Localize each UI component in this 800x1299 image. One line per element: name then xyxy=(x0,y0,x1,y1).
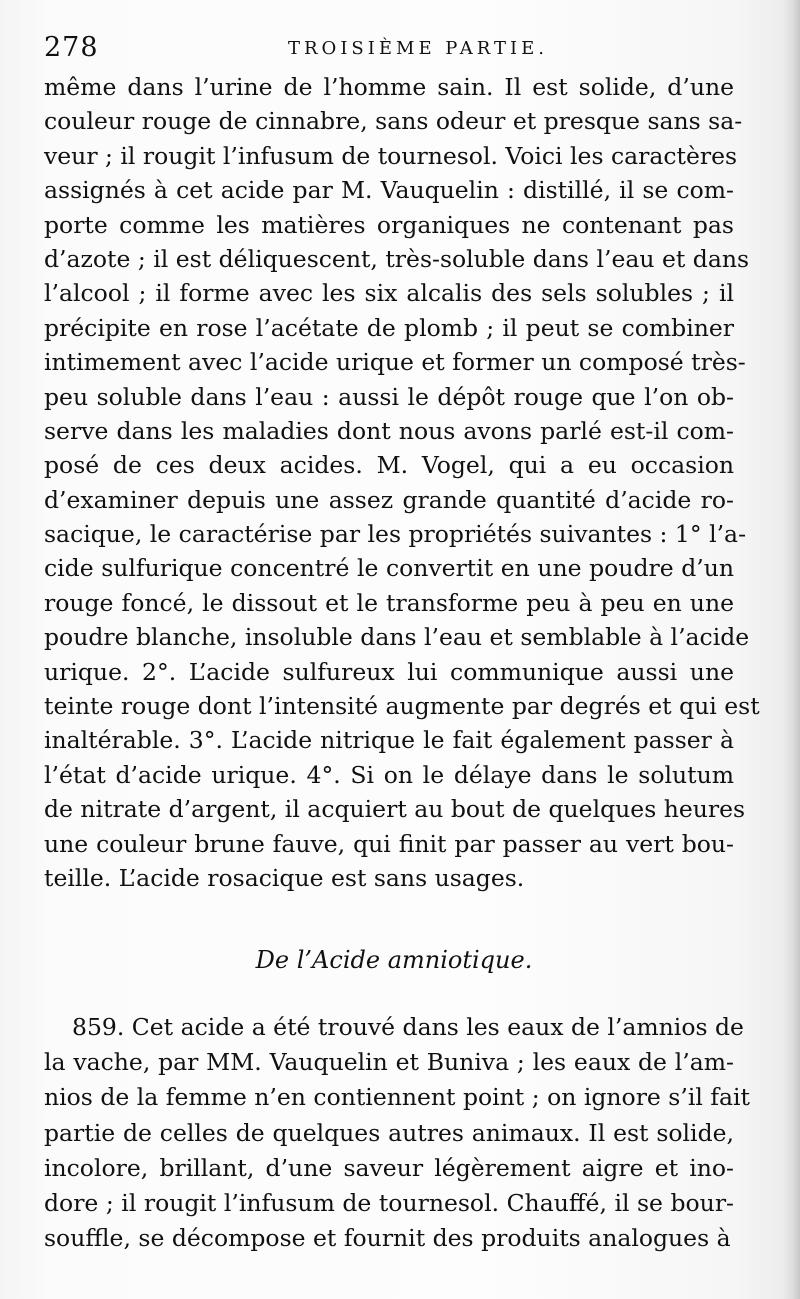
text-line: 859. Cet acide a été trouvé dans les eaux de l’amnios de xyxy=(72,1013,744,1041)
text-line: sacique, le caractérise par les propriétés suivantes : 1° l’a- xyxy=(44,520,747,549)
text-line: même dans l’urine de l’homme sain. Il est solide, d’une xyxy=(44,73,734,101)
text-line: une couleur brune fauve, qui finit par passer au vert bou- xyxy=(44,829,734,858)
text-line: assignés à cet acide par M. Vauquelin : distillé, il se com- xyxy=(44,176,734,205)
text-line: partie de celles de quelques autres animaux. Il est solide, xyxy=(44,1118,734,1147)
page-spine-shadow xyxy=(782,0,800,1299)
text-line: rouge foncé, le dissout et le transforme peu à peu en une xyxy=(44,588,734,617)
text-line: posé de ces deux acides. M. Vogel, qui a eu occasion xyxy=(44,451,734,480)
text-line: intimement avec l’acide urique et former un composé très- xyxy=(44,348,746,377)
section-acide-amniotique-text xyxy=(44,1010,750,1256)
text-line: souffle, se décompose et fournit des produits analogues à xyxy=(44,1224,731,1253)
text-line: nios de la femme n’en contiennent point ; on ignore s’il fait xyxy=(44,1083,750,1112)
page-number: 278 xyxy=(44,32,99,63)
text-line: dore ; il rougit l’infusum de tournesol. Chauffé, il se bour- xyxy=(44,1188,734,1217)
text-line: couleur rouge de cinnabre, sans odeur et presque sans sa- xyxy=(44,107,743,136)
text-line: d’azote ; il est déliquescent, très-soluble dans l’eau et dans xyxy=(44,244,750,273)
page-header xyxy=(44,30,734,64)
text-line: incolore, brillant, d’une saveur légèrement aigre et ino- xyxy=(44,1153,734,1182)
text-line: teille. L’acide rosacique est sans usages. xyxy=(44,863,525,892)
text-line: serve dans les maladies dont nous avons parlé est-il com- xyxy=(44,416,734,445)
text-line: poudre blanche, insoluble dans l’eau et semblable à l’acide xyxy=(44,623,750,652)
text-line: précipite en rose l’acétate de plomb ; il peut se combiner xyxy=(44,313,734,342)
text-line: l’alcool ; il forme avec les six alcalis des sels solubles ; il xyxy=(44,279,734,308)
section-heading-text: De l’Acide amniotique. xyxy=(255,946,533,974)
text-line: veur ; il rougit l’infusum de tournesol. Voici les caractères xyxy=(44,141,738,170)
text-line: urique. 2°. L’acide sulfureux lui communique aussi une xyxy=(44,657,734,686)
text-line: porte comme les matières organiques ne contenant pas xyxy=(44,210,734,239)
section-heading xyxy=(44,940,734,980)
text-line: d’examiner depuis une assez grande quantité d’acide ro- xyxy=(44,485,734,514)
text-line: teinte rouge dont l’intensité augmente par degrés et qui est xyxy=(44,692,760,721)
text-line: de nitrate d’argent, il acquiert au bout de quelques heures xyxy=(44,795,746,824)
running-title: TROISIÈME PARTIE. xyxy=(288,38,548,59)
section-acide-rosacique-text xyxy=(44,70,760,895)
text-line: inaltérable. 3°. L’acide nitrique le fait également passer à xyxy=(44,726,734,755)
text-line: la vache, par MM. Vauquelin et Buniva ; les eaux de l’am- xyxy=(44,1048,734,1077)
text-line: l’état d’acide urique. 4°. Si on le délaye dans le solutum xyxy=(44,760,734,789)
text-line: peu soluble dans l’eau : aussi le dépôt rouge que l’on ob- xyxy=(44,382,734,411)
text-line: cide sulfurique concentré le convertit en une poudre d’un xyxy=(44,554,734,583)
